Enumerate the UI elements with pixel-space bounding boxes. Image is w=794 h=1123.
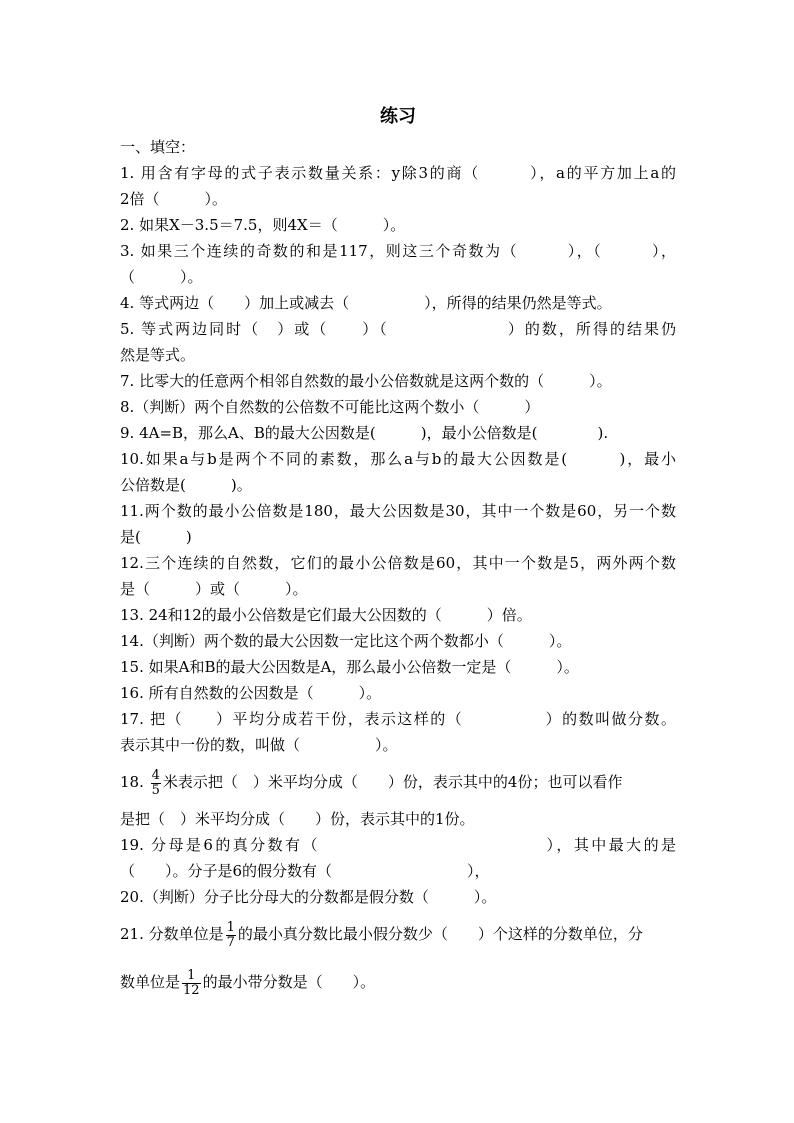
question-line-q4: 4. 等式两边（ ）加上或减去（ ），所得的结果仍然是等式。 (120, 294, 612, 312)
question-line-q16: 16. 所有自然数的公因数是（ ）。 (120, 684, 382, 702)
question-line-q12a: 12.三个连续的自然数，它们的最小公倍数是60，其中一个数是5，两外两个数 (120, 554, 676, 572)
question-line-q17b: 表示其中一份的数，叫做（ ）。 (120, 736, 398, 754)
question-18-line-1 (120, 758, 676, 806)
question-line-q3b: （ ）。 (120, 268, 203, 286)
q21-prefix-2: 数单位是 (120, 973, 181, 991)
question-line-q13: 13. 24和12的最小公倍数是它们最大公因数的（ ）倍。 (120, 606, 532, 624)
question-line-q20: 20.（判断）分子比分母大的分数都是假分数（ ）。 (120, 888, 497, 906)
question-line-q19b: （ ）。分子是6的假分数有（ ）， (120, 862, 490, 880)
question-line-q8: 8.（判断）两个自然数的公倍数不可能比这两个数小（ ） (120, 398, 540, 416)
worksheet (120, 100, 676, 1006)
page-title: 练习 (380, 106, 416, 127)
q21-rest: 的最小真分数比最小假分数少（ ）个这样的分数单位，分 (237, 925, 643, 943)
question-line-q11a: 11.两个数的最小公倍数是180，最大公因数是30，其中一个数是60，另一个数 (120, 502, 676, 520)
q18-rest: 米表示把（ ）米平均分成（ ）份，表示其中的4份；也可以看作 (162, 773, 623, 791)
fraction-1-7 (226, 921, 236, 950)
question-21-line-2 (120, 958, 676, 1006)
q18-prefix: 18. (120, 773, 144, 791)
fraction-4-5 (151, 769, 161, 798)
question-line-q1b: 2倍（ ）。 (120, 190, 228, 208)
section-heading: 一、填空： (120, 138, 196, 156)
question-line-q10b: 公倍数是( )。 (120, 476, 252, 494)
question-21-line-1 (120, 910, 676, 958)
fraction-numerator: 1 (187, 967, 196, 983)
question-line-q12b: 是（ ）或（ ）。 (120, 580, 308, 598)
question-line-q10a: 10.如果a与b是两个不同的素数，那么a与b的最大公因数是( )，最小 (120, 450, 676, 468)
q21-rest-2: 的最小带分数是（ ）。 (202, 973, 376, 991)
fraction-denominator: 7 (226, 934, 235, 950)
question-line-q3a: 3. 如果三个连续的奇数的和是117，则这三个奇数为（ ），（ ）， (120, 242, 676, 260)
question-line-q5a: 5. 等式两边同时（ ）或（ ）（ ）的数，所得的结果仍 (120, 320, 676, 338)
question-18-line-2: 是把（ ）米平均分成（ ）份，表示其中的1份。 (120, 810, 475, 828)
question-line-q14: 14.（判断）两个数的最大公因数一定比这个两个数都小（ ）。 (120, 632, 572, 650)
question-line-q15: 15. 如果A和B的最大公因数是A，那么最小公倍数一定是（ ）。 (120, 658, 579, 676)
question-line-q19a: 19. 分母是6的真分数有（ ），其中最大的是 (120, 836, 676, 854)
fraction-1-12 (182, 969, 201, 998)
question-line-q2: 2. 如果X－3.5＝7.5，则4X＝（ ）。 (120, 216, 406, 234)
question-line-q11b: 是( ) (120, 528, 192, 546)
fraction-denominator: 5 (151, 782, 160, 798)
fraction-numerator: 4 (151, 767, 160, 783)
question-line-q17a: 17. 把（ ）平均分成若干份，表示这样的（ ）的数叫做分数。 (120, 710, 676, 728)
fraction-numerator: 1 (226, 919, 235, 935)
question-list (120, 160, 676, 758)
fraction-denominator: 12 (183, 982, 200, 998)
question-list-2 (120, 832, 676, 910)
question-line-q1a: 1. 用含有字母的式子表示数量关系：y除3的商（ ），a的平方加上a的 (120, 164, 676, 182)
question-line-q5b: 然是等式。 (120, 346, 196, 364)
question-line-q7: 7. 比零大的任意两个相邻自然数的最小公倍数就是这两个数的（ ）。 (120, 372, 612, 390)
question-line-q9: 9. 4A=B，那么A、B的最大公因数是( )，最小公倍数是( ). (120, 424, 609, 442)
q21-prefix: 21. 分数单位是 (120, 925, 224, 943)
